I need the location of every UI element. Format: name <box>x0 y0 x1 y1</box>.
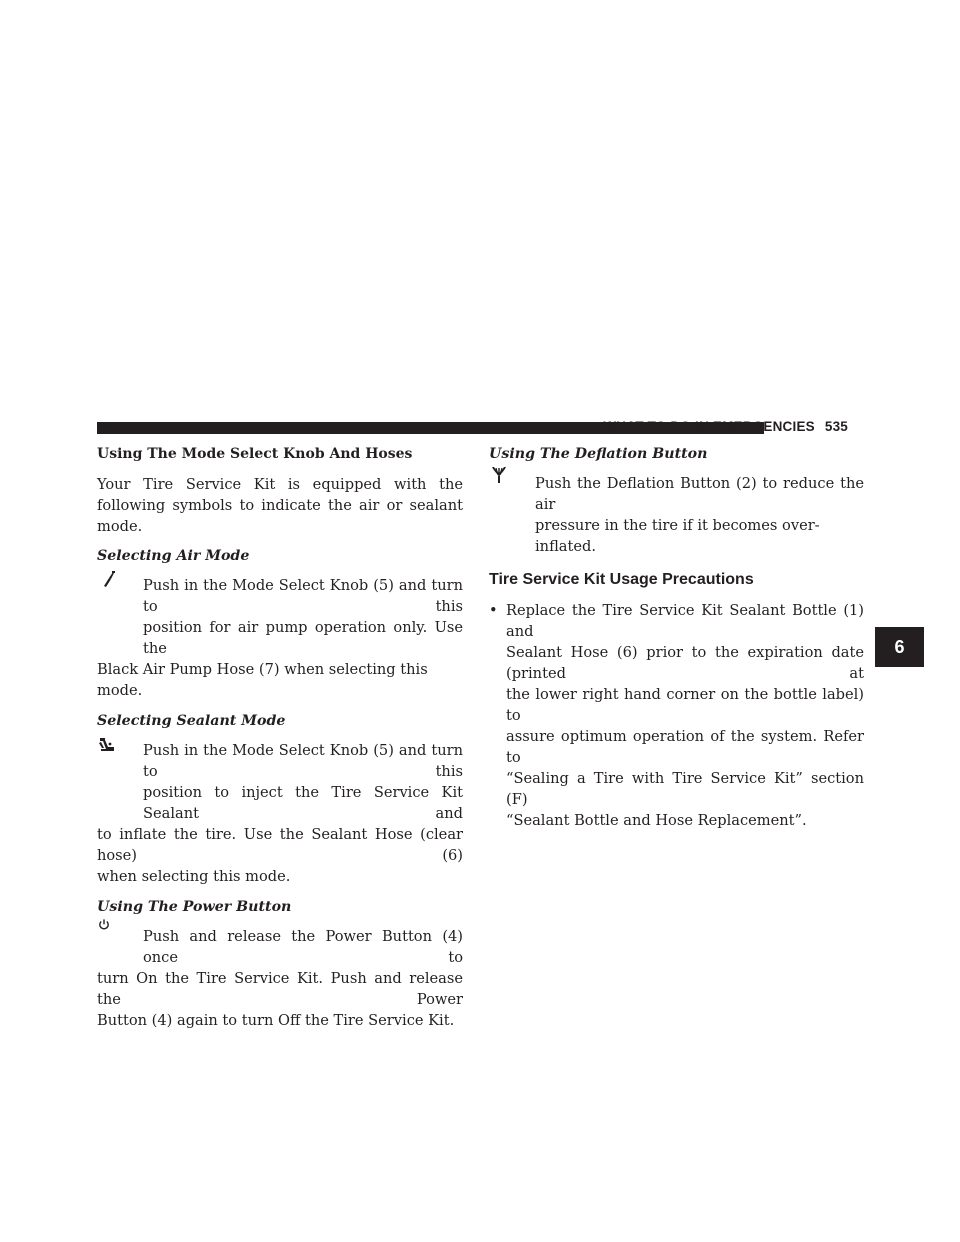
precaution-line-6: “Sealant Bottle and Hose Replacement”. <box>506 812 807 829</box>
deflation-paragraph <box>489 473 864 557</box>
sealant-mode-line-2: position to inject the Tire Service Kit Sealant and <box>143 784 463 822</box>
bullet-marker: • <box>489 602 498 619</box>
precaution-line-5: “Sealing a Tire with Tire Service Kit” section (F) <box>506 770 864 808</box>
deflation-line-2: pressure in the tire if it becomes over-inflated. <box>535 517 820 555</box>
right-column <box>489 444 864 831</box>
mode-knob-heading: Using The Mode Select Knob And Hoses <box>97 446 413 462</box>
precautions-bullet-item <box>489 600 864 831</box>
precautions-heading: Tire Service Kit Usage Precautions <box>489 571 754 588</box>
power-button-paragraph <box>97 926 463 1031</box>
air-mode-line-1: Push in the Mode Select Knob (5) and turn to this <box>143 577 463 615</box>
page-number: 535 <box>824 419 848 434</box>
sealant-mode-line-3: to inflate the tire. Use the Sealant Hose (clear hose) (6) <box>97 826 463 864</box>
power-button-title: Using The Power Button <box>97 899 292 915</box>
sealant-mode-paragraph <box>97 740 463 887</box>
precaution-line-2: Sealant Hose (6) prior to the expiration date (printed at <box>506 644 864 682</box>
left-column <box>97 444 463 1031</box>
power-button-line-1: Push and release the Power Button (4) once to <box>143 928 463 966</box>
power-icon <box>97 918 111 932</box>
power-button-line-3: Button (4) again to turn Off the Tire Service Kit. <box>97 1012 455 1029</box>
air-mode-icon <box>99 569 119 589</box>
deflation-title: Using The Deflation Button <box>489 446 708 462</box>
air-mode-line-2: position for air pump operation only. Use the <box>143 619 463 657</box>
air-mode-line-3: Black Air Pump Hose (7) when selecting this mode. <box>97 661 428 699</box>
running-header <box>480 417 848 437</box>
chapter-tab: 6 <box>875 627 924 667</box>
air-mode-paragraph <box>97 575 463 701</box>
sealant-mode-line-4: when selecting this mode. <box>97 868 291 885</box>
sealant-mode-line-1: Push in the Mode Select Knob (5) and turn to this <box>143 742 463 780</box>
deflation-line-1: Push the Deflation Button (2) to reduce the air <box>535 475 864 513</box>
section-title: WHAT TO DO IN EMERGENCIES <box>603 419 815 434</box>
intro-paragraph: Your Tire Service Kit is equipped with the following symbols to indicate the air or sealant mode. <box>97 476 463 535</box>
precaution-line-1: Replace the Tire Service Kit Sealant Bottle (1) and <box>506 602 864 640</box>
deflation-icon <box>489 465 509 485</box>
precaution-line-3: the lower right hand corner on the bottle label) to <box>506 686 864 724</box>
power-button-line-2: turn On the Tire Service Kit. Push and release the Power <box>97 970 463 1008</box>
sealant-mode-icon <box>97 734 117 754</box>
sealant-mode-title: Selecting Sealant Mode <box>97 713 286 729</box>
precaution-line-4: assure optimum operation of the system. Refer to <box>506 728 864 766</box>
air-mode-title: Selecting Air Mode <box>97 548 250 564</box>
